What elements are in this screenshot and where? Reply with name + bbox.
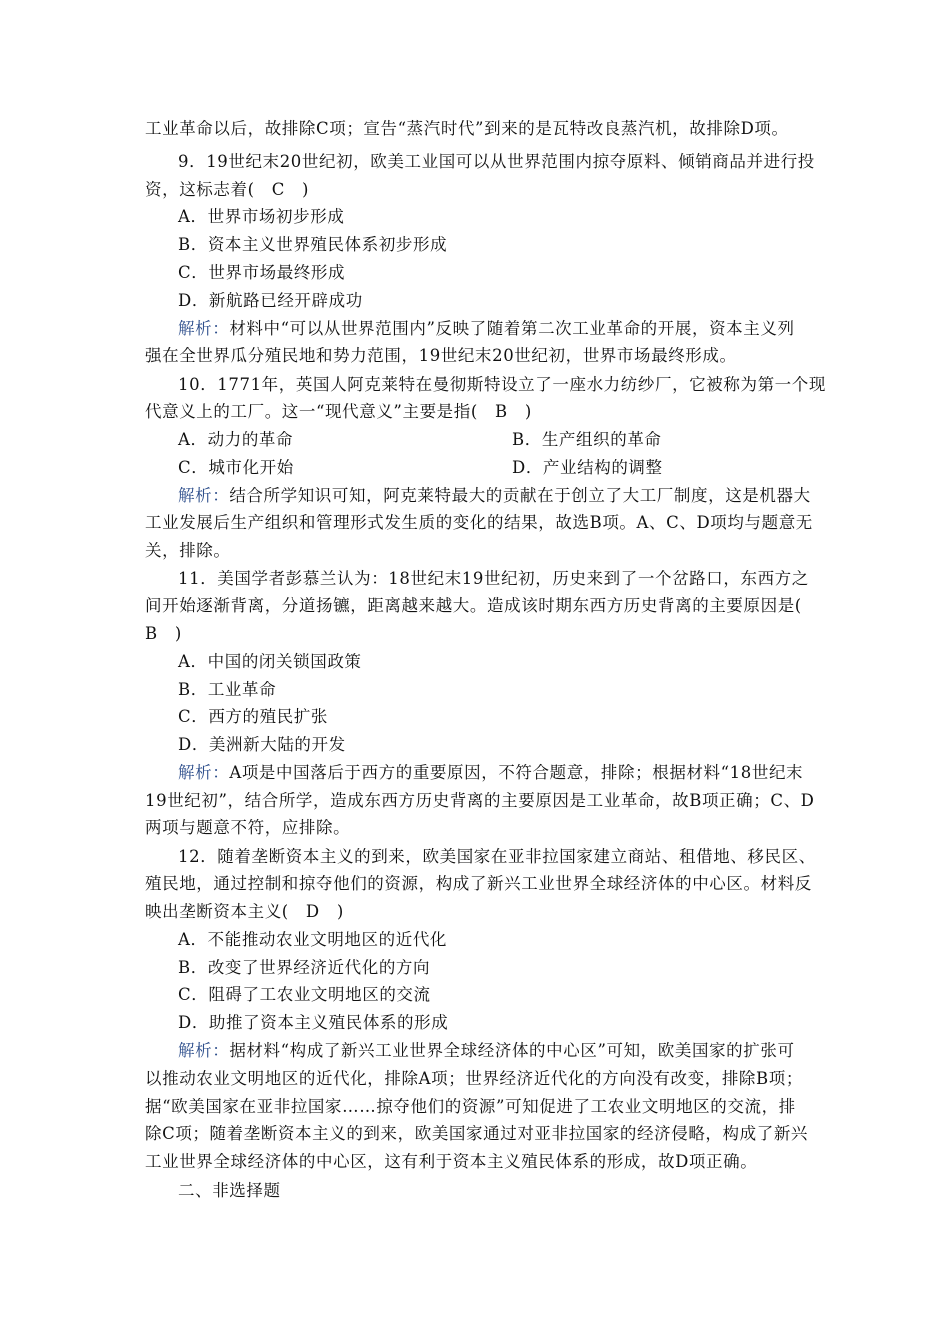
text-line: 工业革命以后，故排除C项；宣告“蒸汽时代”到来的是瓦特改良蒸汽机，故排除D项。: [145, 119, 789, 138]
option-c: C．城市化开始: [178, 458, 294, 477]
analysis-line: 工业发展后生产组织和管理形式发生质的变化的结果，故选B项。A、C、D项均与题意无: [145, 513, 813, 532]
analysis-label: 解析：: [178, 486, 230, 505]
analysis-label: 解析：: [178, 319, 230, 338]
analysis-line: 关，排除。: [145, 541, 231, 560]
question-12-stem: 映出垄断资本主义( D ): [145, 902, 344, 921]
analysis-line: 据“欧美国家在亚非拉国家……掠夺他们的资源”可知促进了工农业文明地区的交流，排: [145, 1097, 796, 1116]
analysis-label: 解析：: [178, 1041, 230, 1060]
option-b: B．工业革命: [178, 680, 277, 699]
question-9-stem: 9．19世纪末20世纪初，欧美工业国可以从世界范围内掠夺原料、倾销商品并进行投: [178, 152, 815, 171]
analysis-line: 19世纪初”，结合所学，造成东西方历史背离的主要原因是工业革命，故B项正确；C、D: [145, 791, 815, 810]
analysis-line: 解析：材料中“可以从世界范围内”反映了随着第二次工业革命的开展，资本主义列: [178, 319, 795, 338]
option-c: C．西方的殖民扩张: [178, 707, 329, 726]
question-10-stem: 10．1771年，英国人阿克莱特在曼彻斯特设立了一座水力纺纱厂，它被称为第一个现: [178, 375, 826, 394]
question-11-answer: B ): [145, 624, 182, 643]
analysis-label: 解析：: [178, 763, 230, 782]
option-d: D．助推了资本主义殖民体系的形成: [178, 1013, 449, 1032]
option-a: A．世界市场初步形成: [178, 207, 345, 226]
option-b: B．改变了世界经济近代化的方向: [178, 958, 431, 977]
option-a: A．动力的革命: [178, 430, 294, 449]
option-d: D．新航路已经开辟成功: [178, 291, 363, 310]
option-a: A．不能推动农业文明地区的近代化: [178, 930, 448, 949]
option-c: C．阻碍了工农业文明地区的交流: [178, 985, 431, 1004]
option-b: B．生产组织的革命: [512, 430, 662, 449]
analysis-line: 工业世界全球经济体的中心区，这有利于资本主义殖民体系的形成，故D项正确。: [145, 1152, 758, 1171]
question-11-stem: 11．美国学者彭慕兰认为：18世纪末19世纪初，历史来到了一个岔路口，东西方之: [178, 569, 809, 588]
analysis-line: 解析：结合所学知识可知，阿克莱特最大的贡献在于创立了大工厂制度，这是机器大: [178, 486, 811, 505]
option-d: D．美洲新大陆的开发: [178, 735, 346, 754]
analysis-line: 解析：A项是中国落后于西方的重要原因，不符合题意，排除；根据材料“18世纪末: [178, 763, 804, 782]
analysis-line: 解析：据材料“构成了新兴工业世界全球经济体的中心区”可知，欧美国家的扩张可: [178, 1041, 795, 1060]
question-12-stem: 殖民地，通过控制和掠夺他们的资源，构成了新兴工业世界全球经济体的中心区。材料反: [145, 874, 812, 893]
option-b: B．资本主义世界殖民体系初步形成: [178, 235, 448, 254]
option-a: A．中国的闭关锁国政策: [178, 652, 362, 671]
analysis-line: 以推动农业文明地区的近代化，排除A项；世界经济近代化的方向没有改变，排除B项；: [145, 1069, 803, 1088]
question-12-stem: 12．随着垄断资本主义的到来，欧美国家在亚非拉国家建立商站、租借地、移民区、: [178, 847, 816, 866]
question-11-stem: 间开始逐渐背离，分道扬镳，距离越来越大。造成该时期东西方历史背离的主要原因是(: [145, 596, 802, 615]
option-c: C．世界市场最终形成: [178, 263, 346, 282]
section-heading: 二、非选择题: [178, 1181, 281, 1200]
option-d: D．产业结构的调整: [512, 458, 663, 477]
analysis-line: 除C项；随着垄断资本主义的到来，欧美国家通过对亚非拉国家的经济侵略，构成了新兴: [145, 1124, 809, 1143]
analysis-line: 两项与题意不符，应排除。: [145, 818, 351, 837]
question-10-stem: 代意义上的工厂。这一“现代意义”主要是指( B ): [145, 402, 532, 421]
question-9-stem: 资，这标志着( C ): [145, 180, 310, 199]
analysis-line: 强在全世界瓜分殖民地和势力范围，19世纪末20世纪初，世界市场最终形成。: [145, 346, 737, 365]
